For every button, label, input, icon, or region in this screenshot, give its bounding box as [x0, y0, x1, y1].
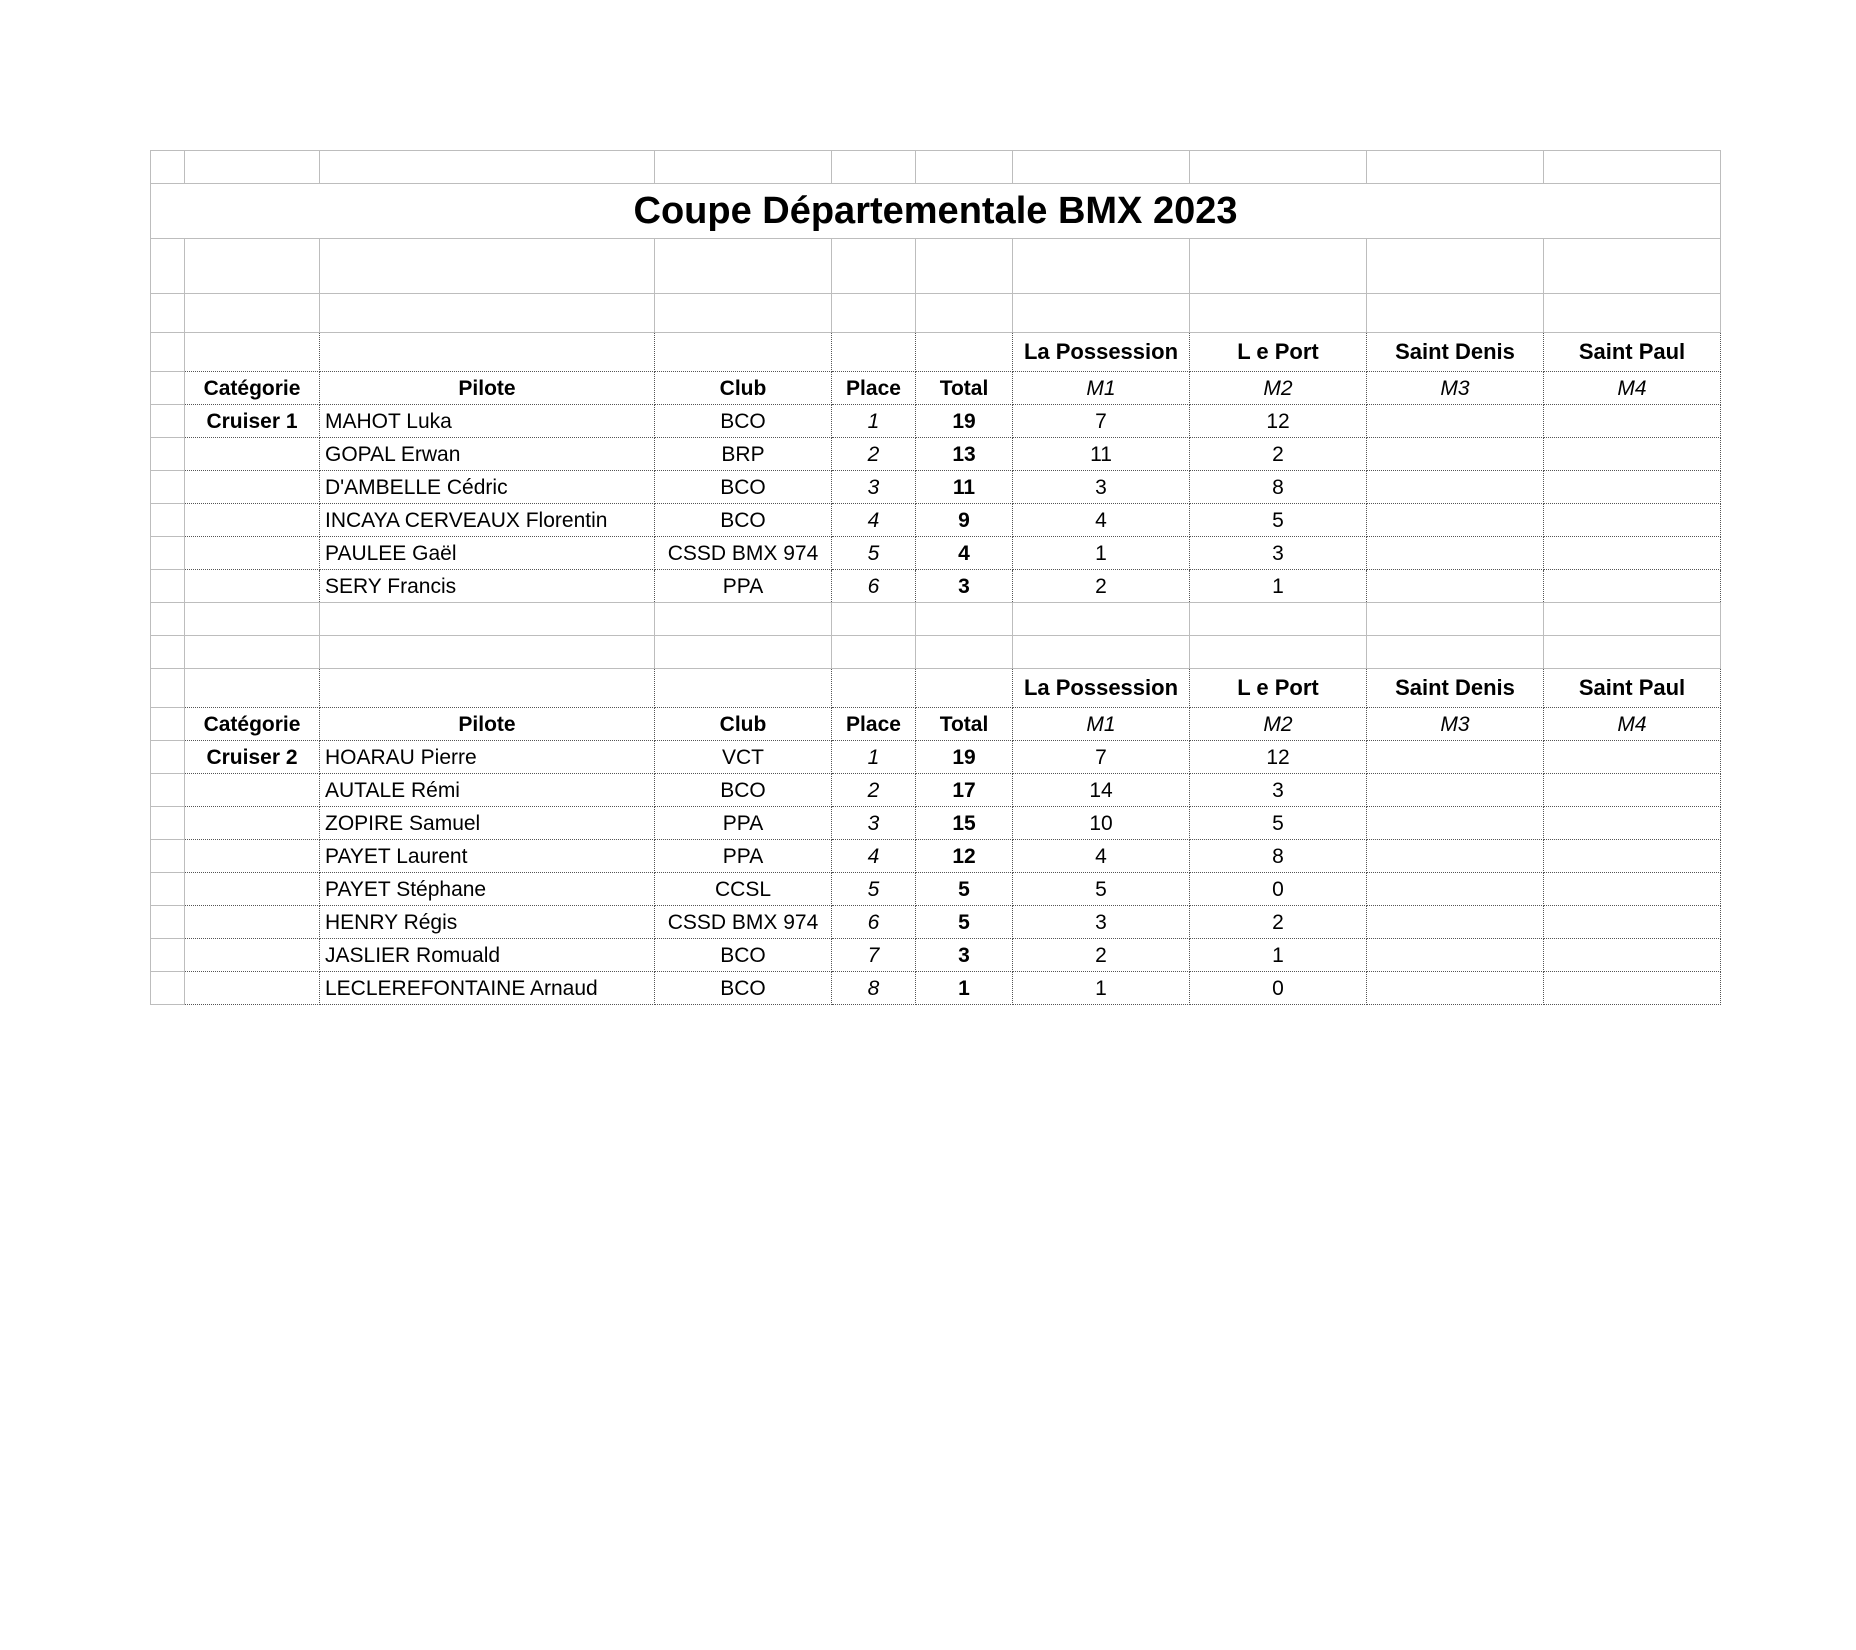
empty-cell — [151, 669, 185, 708]
total-cell: 17 — [916, 774, 1013, 807]
table-row — [151, 537, 1721, 570]
header-pilote: Pilote — [320, 372, 655, 405]
pilote-cell: HOARAU Pierre — [320, 741, 655, 774]
empty-row — [151, 294, 1721, 333]
m3-cell — [1367, 438, 1544, 471]
m1-cell: 5 — [1013, 873, 1190, 906]
m1-cell: 7 — [1013, 741, 1190, 774]
header-pilote: Pilote — [320, 708, 655, 741]
empty-cell — [916, 636, 1013, 669]
empty-cell — [320, 636, 655, 669]
total-cell: 19 — [916, 405, 1013, 438]
empty-cell — [151, 741, 185, 774]
club-cell: PPA — [655, 840, 832, 873]
m3-cell — [1367, 840, 1544, 873]
total-cell: 3 — [916, 939, 1013, 972]
empty-cell — [320, 333, 655, 372]
empty-cell — [151, 906, 185, 939]
m1-cell: 1 — [1013, 972, 1190, 1005]
m1-cell: 11 — [1013, 438, 1190, 471]
empty-cell — [151, 972, 185, 1005]
club-cell: CCSL — [655, 873, 832, 906]
header-club: Club — [655, 708, 832, 741]
empty-cell — [832, 636, 916, 669]
m3-cell — [1367, 504, 1544, 537]
venue-header: Saint Denis — [1367, 333, 1544, 372]
m3-cell — [1367, 405, 1544, 438]
table-row — [151, 873, 1721, 906]
pilote-cell: D'AMBELLE Cédric — [320, 471, 655, 504]
m1-cell: 2 — [1013, 939, 1190, 972]
venue-row — [151, 333, 1721, 372]
empty-cell — [185, 603, 320, 636]
m3-cell — [1367, 972, 1544, 1005]
m4-cell — [1544, 471, 1721, 504]
empty-cell — [151, 333, 185, 372]
empty-cell — [151, 939, 185, 972]
m3-cell — [1367, 570, 1544, 603]
empty-cell — [185, 636, 320, 669]
m1-cell: 4 — [1013, 840, 1190, 873]
header-manche: M3 — [1367, 708, 1544, 741]
m1-cell: 10 — [1013, 807, 1190, 840]
place-cell: 5 — [832, 537, 916, 570]
m3-cell — [1367, 807, 1544, 840]
pilote-cell: LECLEREFONTAINE Arnaud — [320, 972, 655, 1005]
empty-cell — [151, 807, 185, 840]
empty-cell — [832, 669, 916, 708]
header-manche: M4 — [1544, 372, 1721, 405]
m2-cell: 0 — [1190, 873, 1367, 906]
empty-cell — [151, 636, 185, 669]
total-cell: 11 — [916, 471, 1013, 504]
empty-cell — [185, 537, 320, 570]
page-title: Coupe Départementale BMX 2023 — [151, 184, 1721, 239]
total-cell: 9 — [916, 504, 1013, 537]
empty-cell — [832, 333, 916, 372]
club-cell: BRP — [655, 438, 832, 471]
club-cell: CSSD BMX 974 — [655, 537, 832, 570]
m3-cell — [1367, 537, 1544, 570]
header-manche: M2 — [1190, 708, 1367, 741]
club-cell: PPA — [655, 570, 832, 603]
m2-cell: 8 — [1190, 840, 1367, 873]
empty-cell — [151, 537, 185, 570]
empty-cell — [1367, 636, 1544, 669]
place-cell: 8 — [832, 972, 916, 1005]
m2-cell: 5 — [1190, 807, 1367, 840]
table-row — [151, 906, 1721, 939]
empty-cell — [1013, 603, 1190, 636]
empty-cell — [185, 972, 320, 1005]
header-categorie: Catégorie — [185, 708, 320, 741]
empty-cell — [151, 405, 185, 438]
m4-cell — [1544, 840, 1721, 873]
place-cell: 2 — [832, 774, 916, 807]
empty-cell — [151, 570, 185, 603]
table-row — [151, 840, 1721, 873]
total-cell: 5 — [916, 906, 1013, 939]
club-cell: PPA — [655, 807, 832, 840]
empty-cell — [185, 906, 320, 939]
total-cell: 12 — [916, 840, 1013, 873]
m4-cell — [1544, 774, 1721, 807]
total-cell: 19 — [916, 741, 1013, 774]
header-club: Club — [655, 372, 832, 405]
m2-cell: 12 — [1190, 741, 1367, 774]
m2-cell: 1 — [1190, 570, 1367, 603]
column-header-row — [151, 708, 1721, 741]
venue-header: Saint Denis — [1367, 669, 1544, 708]
empty-cell — [1544, 603, 1721, 636]
table-row — [151, 972, 1721, 1005]
empty-cell — [655, 636, 832, 669]
venue-header: La Possession — [1013, 333, 1190, 372]
place-cell: 1 — [832, 405, 916, 438]
empty-cell — [916, 333, 1013, 372]
m2-cell: 1 — [1190, 939, 1367, 972]
header-manche: M1 — [1013, 372, 1190, 405]
m4-cell — [1544, 405, 1721, 438]
table-row — [151, 504, 1721, 537]
m2-cell: 5 — [1190, 504, 1367, 537]
pilote-cell: HENRY Régis — [320, 906, 655, 939]
m1-cell: 3 — [1013, 471, 1190, 504]
empty-cell — [1013, 636, 1190, 669]
empty-cell — [151, 603, 185, 636]
m2-cell: 12 — [1190, 405, 1367, 438]
empty-row — [151, 636, 1721, 669]
empty-cell — [151, 708, 185, 741]
place-cell: 4 — [832, 840, 916, 873]
m2-cell: 3 — [1190, 537, 1367, 570]
club-cell: BCO — [655, 504, 832, 537]
pilote-cell: AUTALE Rémi — [320, 774, 655, 807]
venue-header: Saint Paul — [1544, 333, 1721, 372]
venue-header: L e Port — [1190, 669, 1367, 708]
m4-cell — [1544, 807, 1721, 840]
m2-cell: 2 — [1190, 906, 1367, 939]
m1-cell: 3 — [1013, 906, 1190, 939]
pilote-cell: MAHOT Luka — [320, 405, 655, 438]
m4-cell — [1544, 570, 1721, 603]
place-cell: 4 — [832, 504, 916, 537]
place-cell: 1 — [832, 741, 916, 774]
total-cell: 4 — [916, 537, 1013, 570]
club-cell: BCO — [655, 405, 832, 438]
place-cell: 2 — [832, 438, 916, 471]
m4-cell — [1544, 504, 1721, 537]
empty-cell — [916, 603, 1013, 636]
table-row — [151, 741, 1721, 774]
pilote-cell: GOPAL Erwan — [320, 438, 655, 471]
empty-row — [151, 603, 1721, 636]
header-total: Total — [916, 708, 1013, 741]
venue-header: Saint Paul — [1544, 669, 1721, 708]
club-cell: BCO — [655, 774, 832, 807]
m3-cell — [1367, 471, 1544, 504]
empty-cell — [1367, 603, 1544, 636]
m3-cell — [1367, 774, 1544, 807]
empty-cell — [185, 774, 320, 807]
venue-header: L e Port — [1190, 333, 1367, 372]
empty-cell — [151, 873, 185, 906]
club-cell: BCO — [655, 471, 832, 504]
empty-cell — [185, 807, 320, 840]
m4-cell — [1544, 438, 1721, 471]
empty-cell — [151, 504, 185, 537]
empty-cell — [916, 669, 1013, 708]
m2-cell: 8 — [1190, 471, 1367, 504]
results-sheet — [150, 150, 1721, 1005]
m4-cell — [1544, 537, 1721, 570]
pilote-cell: SERY Francis — [320, 570, 655, 603]
place-cell: 3 — [832, 471, 916, 504]
empty-cell — [1190, 636, 1367, 669]
pilote-cell: JASLIER Romuald — [320, 939, 655, 972]
table-row — [151, 939, 1721, 972]
m2-cell: 2 — [1190, 438, 1367, 471]
m3-cell — [1367, 873, 1544, 906]
header-manche: M1 — [1013, 708, 1190, 741]
m3-cell — [1367, 906, 1544, 939]
m3-cell — [1367, 939, 1544, 972]
header-manche: M2 — [1190, 372, 1367, 405]
total-cell: 15 — [916, 807, 1013, 840]
venue-row — [151, 669, 1721, 708]
m1-cell: 2 — [1013, 570, 1190, 603]
m1-cell: 4 — [1013, 504, 1190, 537]
m1-cell: 14 — [1013, 774, 1190, 807]
club-cell: VCT — [655, 741, 832, 774]
place-cell: 6 — [832, 906, 916, 939]
m4-cell — [1544, 906, 1721, 939]
title-row — [151, 184, 1721, 239]
header-manche: M3 — [1367, 372, 1544, 405]
pilote-cell: PAYET Laurent — [320, 840, 655, 873]
pilote-cell: INCAYA CERVEAUX Florentin — [320, 504, 655, 537]
club-cell: CSSD BMX 974 — [655, 906, 832, 939]
m2-cell: 0 — [1190, 972, 1367, 1005]
empty-cell — [320, 669, 655, 708]
m3-cell — [1367, 741, 1544, 774]
place-cell: 3 — [832, 807, 916, 840]
total-cell: 3 — [916, 570, 1013, 603]
club-cell: BCO — [655, 972, 832, 1005]
m4-cell — [1544, 741, 1721, 774]
empty-cell — [185, 873, 320, 906]
total-cell: 1 — [916, 972, 1013, 1005]
empty-row — [151, 239, 1721, 294]
pilote-cell: PAULEE Gaël — [320, 537, 655, 570]
header-manche: M4 — [1544, 708, 1721, 741]
m4-cell — [1544, 873, 1721, 906]
venue-header: La Possession — [1013, 669, 1190, 708]
empty-cell — [185, 438, 320, 471]
place-cell: 5 — [832, 873, 916, 906]
m1-cell: 1 — [1013, 537, 1190, 570]
empty-cell — [151, 372, 185, 405]
category-label: Cruiser 2 — [185, 741, 320, 774]
empty-cell — [151, 840, 185, 873]
total-cell: 5 — [916, 873, 1013, 906]
empty-cell — [832, 603, 916, 636]
m4-cell — [1544, 972, 1721, 1005]
place-cell: 7 — [832, 939, 916, 972]
pilote-cell: PAYET Stéphane — [320, 873, 655, 906]
table-row — [151, 807, 1721, 840]
empty-row — [151, 151, 1721, 184]
header-categorie: Catégorie — [185, 372, 320, 405]
m4-cell — [1544, 939, 1721, 972]
category-label: Cruiser 1 — [185, 405, 320, 438]
pilote-cell: ZOPIRE Samuel — [320, 807, 655, 840]
empty-cell — [655, 333, 832, 372]
table-row — [151, 570, 1721, 603]
empty-cell — [655, 669, 832, 708]
empty-cell — [185, 333, 320, 372]
header-place: Place — [832, 708, 916, 741]
header-total: Total — [916, 372, 1013, 405]
empty-cell — [151, 438, 185, 471]
empty-cell — [185, 570, 320, 603]
empty-cell — [320, 603, 655, 636]
column-header-row — [151, 372, 1721, 405]
club-cell: BCO — [655, 939, 832, 972]
m2-cell: 3 — [1190, 774, 1367, 807]
empty-cell — [151, 774, 185, 807]
empty-cell — [1544, 636, 1721, 669]
empty-cell — [151, 471, 185, 504]
table-row — [151, 438, 1721, 471]
empty-cell — [185, 669, 320, 708]
empty-cell — [185, 939, 320, 972]
place-cell: 6 — [832, 570, 916, 603]
empty-cell — [185, 504, 320, 537]
total-cell: 13 — [916, 438, 1013, 471]
empty-cell — [185, 840, 320, 873]
empty-cell — [1190, 603, 1367, 636]
m1-cell: 7 — [1013, 405, 1190, 438]
table-row — [151, 471, 1721, 504]
table-row — [151, 774, 1721, 807]
empty-cell — [185, 471, 320, 504]
table-row — [151, 405, 1721, 438]
header-place: Place — [832, 372, 916, 405]
empty-cell — [655, 603, 832, 636]
